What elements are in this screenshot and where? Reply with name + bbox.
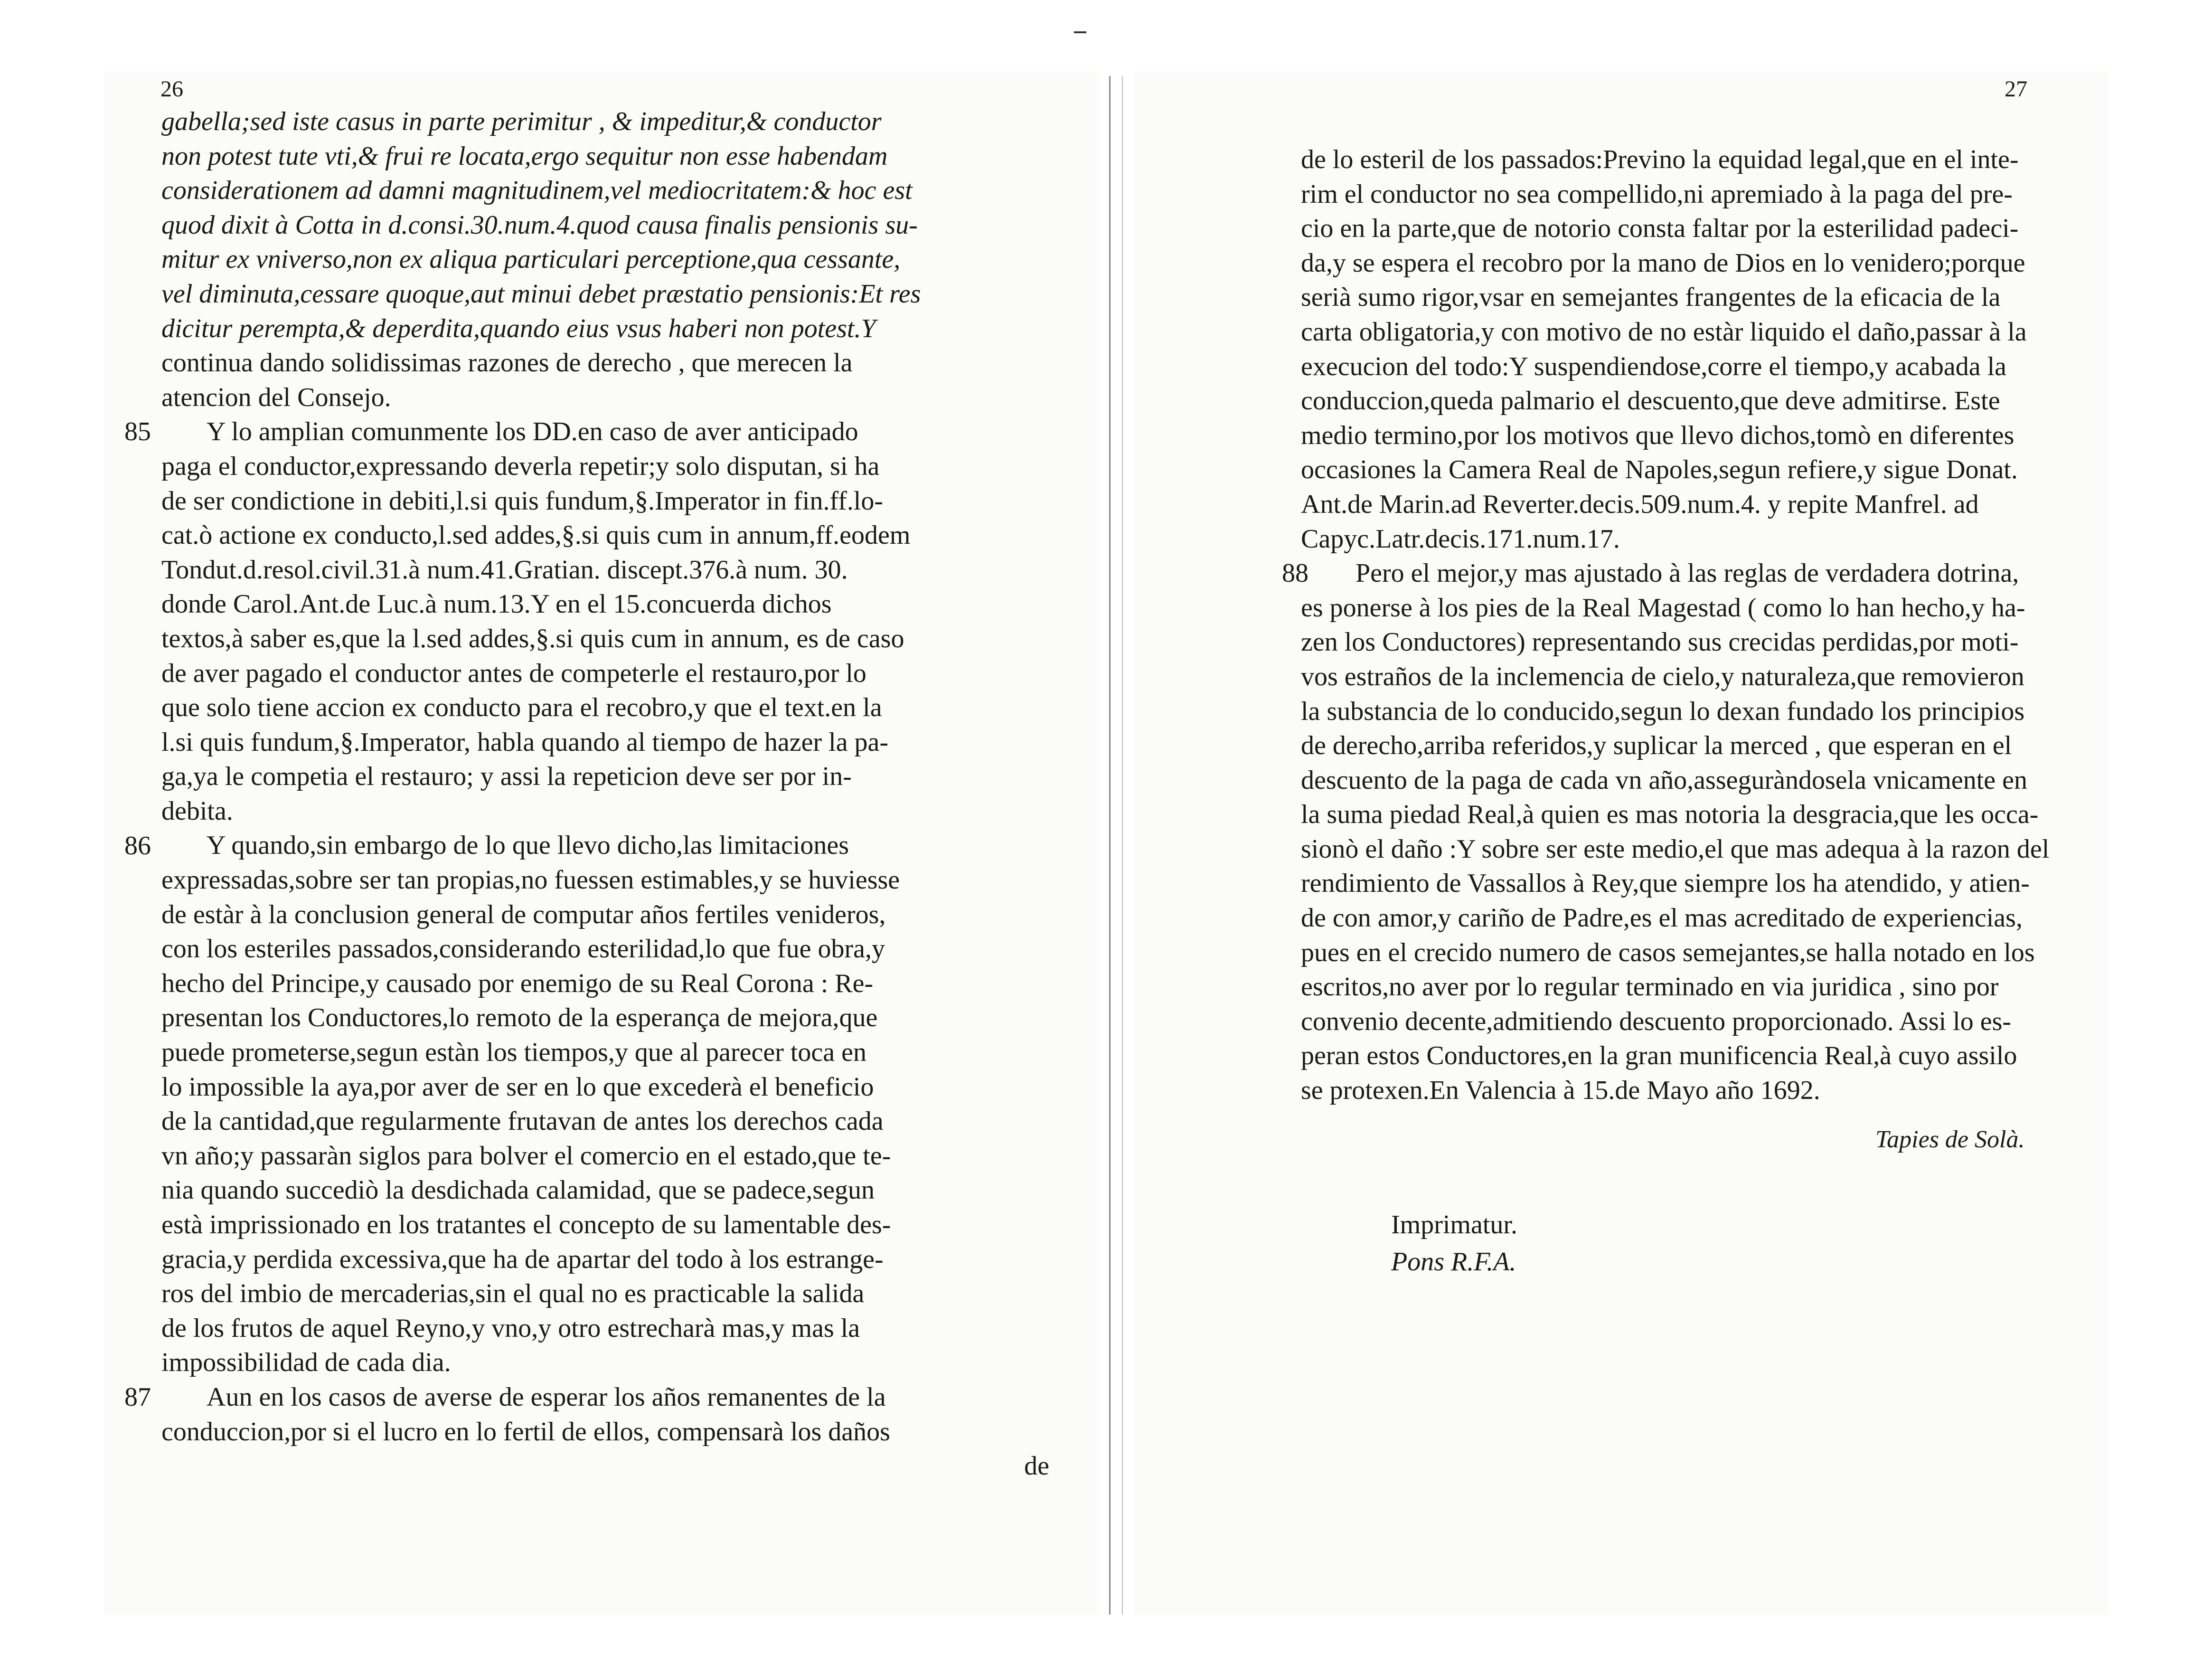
signature: Tapies de Solà. bbox=[1875, 1126, 2025, 1153]
text-line: conduccion,queda palmario el descuento,que deve admitirse. Este bbox=[1301, 386, 2000, 416]
text-line: Y lo amplian comunmente los DD.en caso de aver anticipado bbox=[207, 417, 858, 447]
text-line: quod dixit à Cotta in d.consi.30.num.4.quod causa finalis pensionis su- bbox=[161, 210, 918, 240]
text-line: cat.ò actione ex conducto,l.sed addes,§.si quis cum in annum,ff.eodem bbox=[161, 520, 911, 550]
text-line: sionò el daño :Y sobre ser este medio,el que mas adequa à la razon del bbox=[1301, 834, 2050, 864]
text-line: considerationem ad damni magnitudinem,vel mediocritatem:& hoc est bbox=[161, 176, 913, 206]
text-line: expressadas,sobre ser tan propias,no fuessen estimables,y se huviesse bbox=[161, 865, 900, 895]
text-line: que solo tiene accion ex conducto para el recobro,y que el text.en la bbox=[161, 693, 882, 723]
text-line: peran estos Conductores,en la gran munificencia Real,à cuyo assilo bbox=[1301, 1041, 2017, 1071]
imprimatur-block bbox=[1391, 1206, 1517, 1280]
text-line: de los frutos de aquel Reyno,y vno,y otro estrecharà mas,y mas la bbox=[161, 1313, 860, 1343]
paragraph-number: 85 bbox=[124, 417, 151, 447]
paragraph-number: 87 bbox=[124, 1382, 151, 1412]
text-line: descuento de la paga de cada vn año,asseguràndosela vnicamente en bbox=[1301, 765, 2027, 795]
text-line: rendimiento de Vassallos à Rey,que siempre los ha atendido, y atien- bbox=[1301, 869, 2030, 898]
imprimatur-name: Pons R.F.A. bbox=[1391, 1247, 1516, 1277]
text-line: vel diminuta,cessare quoque,aut minui debet præstatio pensionis:Et res bbox=[161, 279, 921, 309]
text-line: vn año;y passaràn siglos para bolver el comercio en el estado,que te- bbox=[161, 1141, 891, 1171]
text-line: de estàr à la conclusion general de computar años fertiles venideros, bbox=[161, 899, 886, 929]
paragraph-number: 88 bbox=[1282, 558, 1308, 588]
text-line: carta obligatoria,y con motivo de no estàr liquido el daño,passar à la bbox=[1301, 317, 2027, 347]
text-line: Aun en los casos de averse de esperar los años remanentes de la bbox=[207, 1382, 886, 1412]
text-line: de lo esteril de los passados:Previno la equidad legal,que en el inte- bbox=[1301, 145, 2019, 174]
text-line: es ponerse à los pies de la Real Magestad ( como lo han hecho,y ha- bbox=[1301, 593, 2025, 623]
text-line: se protexen.En Valencia à 15.de Mayo año 1692. bbox=[1301, 1076, 1820, 1106]
text-line: de derecho,arriba referidos,y suplicar la merced , que esperan en el bbox=[1301, 731, 2012, 761]
text-line: ga,ya le competia el restauro; y assi la repeticion deve ser por in- bbox=[161, 762, 852, 792]
text-line: de bbox=[1024, 1451, 1049, 1481]
text-line: medio termino,por los motivos que llevo dichos,tomò en diferentes bbox=[1301, 420, 2014, 450]
text-line: de con amor,y cariño de Padre,es el mas acreditado de experiencias, bbox=[1301, 903, 2023, 933]
text-line: serià sumo rigor,vsar en semejantes frangentes de la eficacia de la bbox=[1301, 283, 2001, 312]
text-line: ros del imbio de mercaderias,sin el qual no es practicable la salida bbox=[161, 1279, 865, 1309]
text-line: con los esteriles passados,considerando esterilidad,lo que fue obra,y bbox=[161, 934, 885, 964]
text-line: Ant.de Marin.ad Reverter.decis.509.num.4. y repite Manfrel. ad bbox=[1301, 489, 1979, 519]
text-line: Tondut.d.resol.civil.31.à num.41.Gratian. discept.376.à num. 30. bbox=[161, 555, 848, 585]
text-line: debita. bbox=[161, 796, 233, 826]
text-line: escritos,no aver por lo regular terminado en via juridica , sino por bbox=[1301, 972, 1999, 1002]
text-line: continua dando solidissimas razones de derecho , que merecen la bbox=[161, 348, 853, 378]
text-line: atencion del Consejo. bbox=[161, 382, 391, 412]
text-line: la suma piedad Real,à quien es mas notoria la desgracia,que les occa- bbox=[1301, 800, 2039, 830]
text-line: vos estraños de la inclemencia de cielo,y naturaleza,que removieron bbox=[1301, 662, 2024, 691]
text-line: pues en el crecido numero de casos semejantes,se halla notado en los bbox=[1301, 937, 2035, 967]
text-line: execucion del todo:Y suspendiendose,corre el tiempo,y acabada la bbox=[1301, 351, 2007, 381]
text-line: la substancia de lo conducido,segun lo dexan fundado los principios bbox=[1301, 696, 2025, 726]
left-page-text bbox=[161, 104, 1064, 1484]
text-line: de ser condictione in debiti,l.si quis fundum,§.Imperator in fin.ff.lo- bbox=[161, 486, 883, 516]
text-line: da,y se espera el recobro por la mano de Dios en lo venidero;porque bbox=[1301, 248, 2025, 278]
text-line: conduccion,por si el lucro en lo fertil de ellos, compensarà los daños bbox=[161, 1417, 890, 1447]
right-page-text bbox=[1301, 142, 2084, 1108]
text-line: donde Carol.Ant.de Luc.à num.13.Y en el 15.concuerda dichos bbox=[161, 589, 832, 619]
imprimatur-heading: Imprimatur. bbox=[1391, 1210, 1517, 1239]
text-line: està imprissionado en los tratantes el concepto de su lamentable des- bbox=[161, 1210, 891, 1239]
right-page-number: 27 bbox=[2005, 76, 2027, 102]
text-line: presentan los Conductores,lo remoto de la esperança de mejora,que bbox=[161, 1003, 878, 1033]
text-line: occasiones la Camera Real de Napoles,segun refiere,y sigue Donat. bbox=[1301, 455, 2018, 485]
text-line: hecho del Principe,y causado por enemigo de su Real Corona : Re- bbox=[161, 968, 874, 998]
paragraph-number: 86 bbox=[124, 831, 151, 861]
text-line: paga el conductor,expressando deverla repetir;y solo disputan, si ha bbox=[161, 451, 880, 481]
text-line: Y quando,sin embargo de lo que llevo dicho,las limitaciones bbox=[207, 831, 849, 861]
text-line: Pero el mejor,y mas ajustado à las reglas de verdadera dotrina, bbox=[1355, 558, 2019, 588]
text-line: mitur ex vniverso,non ex aliqua particulari perceptione,qua cessante, bbox=[161, 245, 901, 274]
text-line: non potest tute vti,& frui re locata,ergo sequitur non esse habendam bbox=[161, 141, 888, 171]
text-line: dicitur perempta,& deperdita,quando eius vsus haberi non potest.Y bbox=[161, 313, 876, 343]
crease-mark bbox=[1074, 31, 1086, 33]
text-line: puede prometerse,segun estàn los tiempos,y que al parecer toca en bbox=[161, 1038, 866, 1068]
text-line: l.si quis fundum,§.Imperator, habla quando al tiempo de hazer la pa- bbox=[161, 727, 889, 757]
text-line: cio en la parte,que de notorio consta faltar por la esterilidad padeci- bbox=[1301, 214, 2019, 244]
text-line: rim el conductor no sea compellido,ni apremiado à la paga del pre- bbox=[1301, 179, 2013, 209]
text-line: nia quando succediò la desdichada calamidad, que se padece,segun bbox=[161, 1175, 875, 1205]
text-line: Capyc.Latr.decis.171.num.17. bbox=[1301, 524, 1620, 554]
text-line: lo impossible la aya,por aver de ser en lo que excederà el beneficio bbox=[161, 1072, 874, 1102]
text-line: zen los Conductores) representando sus crecidas perdidas,por moti- bbox=[1301, 627, 2019, 657]
book-gutter bbox=[1109, 76, 1123, 1615]
text-line: impossibilidad de cada dia. bbox=[161, 1348, 451, 1378]
text-line: de la cantidad,que regularmente frutavan de antes los derechos cada bbox=[161, 1107, 884, 1136]
text-line: textos,à saber es,que la l.sed addes,§.si quis cum in annum, es de caso bbox=[161, 624, 904, 653]
text-line: de aver pagado el conductor antes de competerle el restauro,por lo bbox=[161, 658, 866, 688]
text-line: convenio decente,admitiendo descuento proporcionado. Assi lo es- bbox=[1301, 1006, 2012, 1036]
text-line: gracia,y perdida excessiva,que ha de apartar del todo à los estrange- bbox=[161, 1244, 884, 1274]
text-line: gabella;sed iste casus in parte perimitur , & impeditur,& conductor bbox=[161, 107, 882, 136]
left-page-number: 26 bbox=[160, 76, 183, 102]
